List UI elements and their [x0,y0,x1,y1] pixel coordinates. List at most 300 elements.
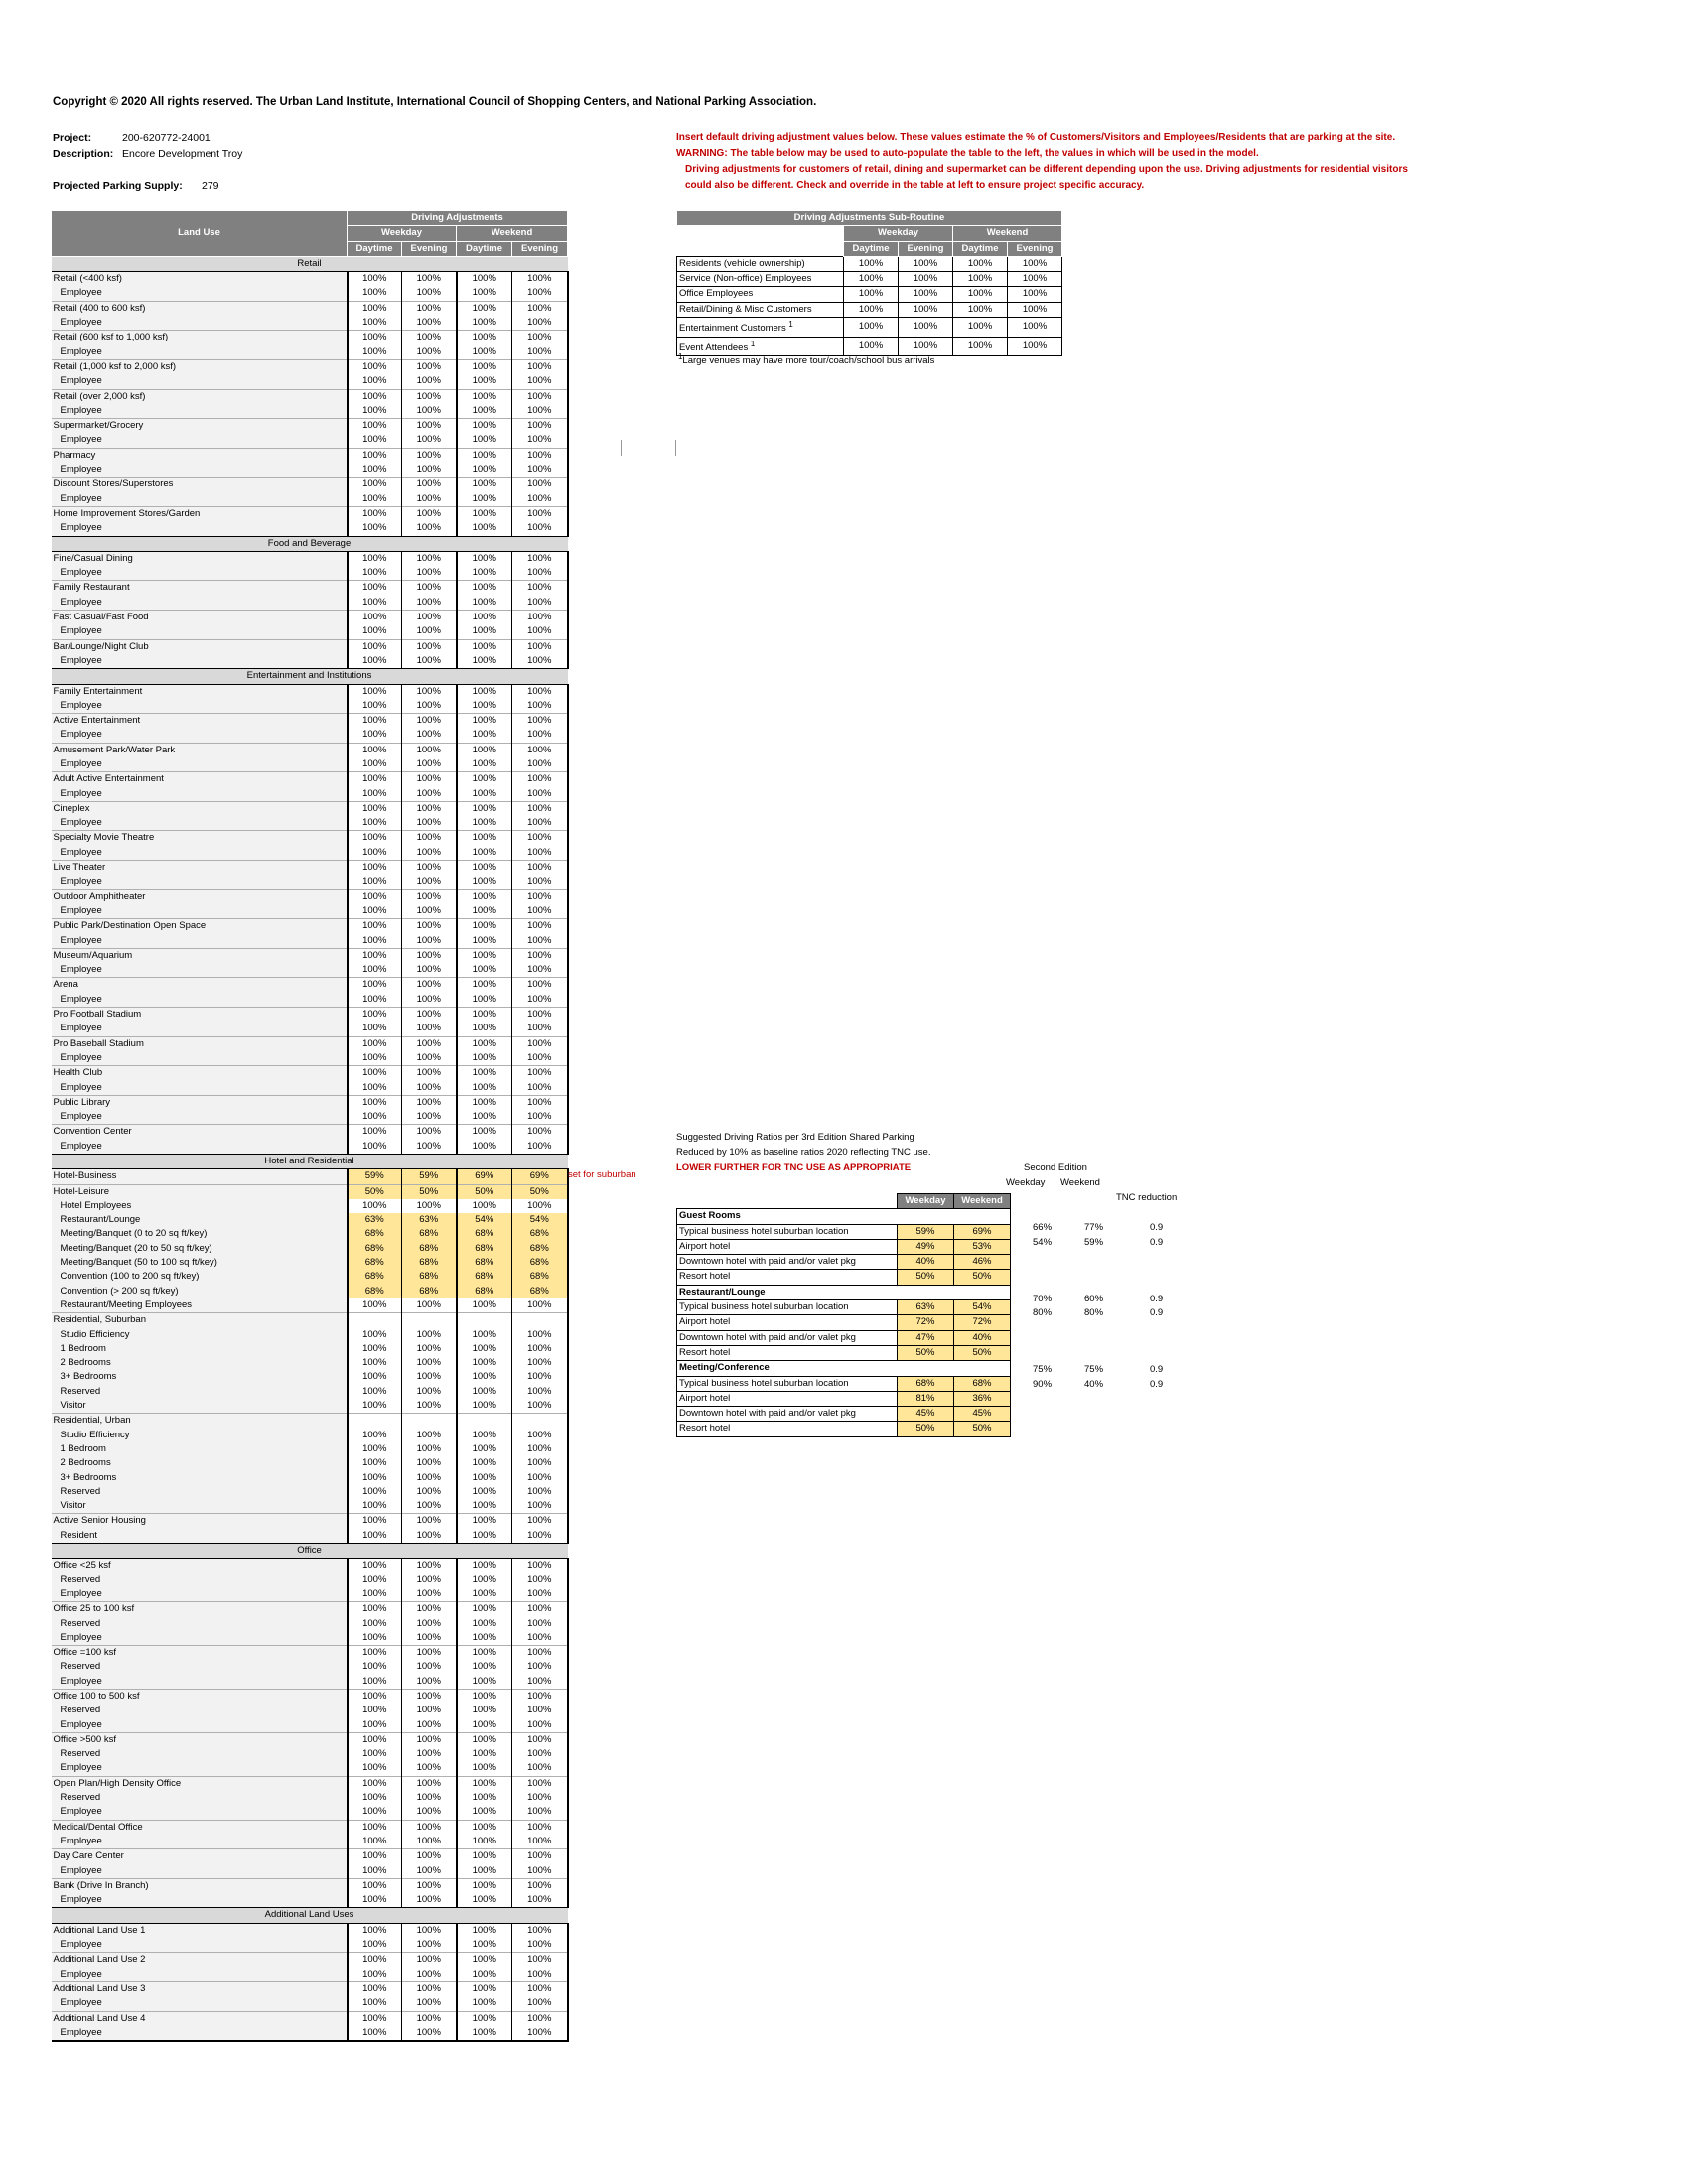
land-use-label: Employee [52,846,348,861]
adjustment-value: 100% [402,1968,457,1982]
adjustment-value: 100% [512,448,568,463]
adjustment-value: 100% [402,419,457,434]
adjustment-value: 100% [457,1066,512,1081]
adjustment-value: 100% [512,728,568,743]
land-use-label: Office 25 to 100 ksf [52,1602,348,1617]
adjustment-value: 100% [402,1761,457,1776]
land-use-label: Employee [52,374,348,389]
adjustment-value: 100% [402,1996,457,2011]
adjustment-value: 100% [348,551,402,566]
land-use-row [52,1227,568,1241]
adjustment-value: 100% [457,1385,512,1399]
adjustment-value: 100% [348,963,402,978]
adjustment-value: 100% [512,1718,568,1733]
ratio-value: 50% [898,1345,954,1360]
ratio-category-row [677,1361,1011,1376]
ratio-label: Resort hotel [677,1422,898,1436]
adjustment-value: 100% [512,1036,568,1051]
adjustment-value: 100% [512,1923,568,1938]
adjustment-value: 100% [402,1442,457,1456]
adjustment-value: 100% [402,374,457,389]
adjustment-value: 100% [348,699,402,714]
land-use-row [52,846,568,861]
adjustment-value: 100% [402,1617,457,1631]
adjustment-value [402,1414,457,1429]
adjustment-value: 100% [348,1008,402,1023]
ratio-row [677,1376,1011,1391]
adjustment-value: 100% [457,1878,512,1893]
land-use-row [52,1242,568,1256]
adjustment-value: 100% [512,404,568,419]
note-line-2: WARNING: The table below may be used to auto-populate the table to the left, the values in which will be used in the model. [676,148,1259,159]
adjustment-value: 100% [348,1066,402,1081]
land-use-row [52,1660,568,1674]
adjustment-value: 100% [457,728,512,743]
adjustment-value: 100% [348,816,402,831]
land-use-label: Studio Efficiency [52,1328,348,1342]
land-use-row [52,596,568,611]
ratio-value: 45% [954,1407,1011,1422]
adjustment-value: 100% [348,1938,402,1953]
sub-routine-value: 100% [899,256,953,271]
land-use-label: Convention (> 200 sq ft/key) [52,1285,348,1298]
adjustment-value: 100% [457,478,512,492]
second-edition-value: 80% [1084,1307,1104,1319]
adjustment-value: 100% [402,889,457,904]
ratio-label: Resort hotel [677,1270,898,1285]
adjustment-value: 100% [512,787,568,802]
land-use-label: Meeting/Banquet (50 to 100 sq ft/key) [52,1256,348,1270]
land-use-header: Land Use [52,211,348,257]
land-use-row [52,1399,568,1414]
adjustment-value: 100% [457,904,512,919]
adjustment-value: 100% [402,1514,457,1529]
land-use-row [52,948,568,963]
adjustment-value: 100% [457,301,512,316]
adjustment-value: 100% [348,359,402,374]
land-use-label: Employee [52,2026,348,2041]
adjustment-value: 100% [457,1529,512,1544]
land-use-label: Hotel-Business [52,1169,348,1184]
land-use-label: Bar/Lounge/Night Club [52,639,348,654]
land-use-row [52,2026,568,2041]
adjustment-value: 100% [348,743,402,757]
land-use-row [52,1313,568,1328]
adjustment-value: 100% [457,1631,512,1646]
adjustment-value: 100% [457,1660,512,1674]
adjustment-value: 100% [402,993,457,1008]
adjustment-value: 100% [457,743,512,757]
land-use-row [52,521,568,536]
ratios-line-3: LOWER FURTHER FOR TNC USE AS APPROPRIATE [676,1162,912,1173]
adjustment-value: 100% [512,492,568,507]
adjustment-value: 100% [512,2011,568,2026]
ratio-label: Downtown hotel with paid and/or valet pkg [677,1407,898,1422]
adjustment-value: 100% [457,1125,512,1140]
land-use-label: Pro Football Stadium [52,1008,348,1023]
adjustment-value: 100% [457,272,512,287]
adjustment-value: 100% [402,1022,457,1036]
section-title: Hotel and Residential [52,1155,568,1169]
sub-routine-value: 100% [899,272,953,287]
sub-routine-label [677,272,844,287]
adjustment-value: 100% [402,1559,457,1573]
adjustment-value: 100% [512,581,568,596]
adjustment-value: 100% [348,757,402,772]
adjustment-value: 100% [457,1456,512,1470]
land-use-row [52,433,568,448]
land-use-row [52,639,568,654]
adjustment-value: 100% [457,1008,512,1023]
land-use-row [52,1732,568,1747]
adjustment-value: 100% [512,831,568,846]
adjustment-value: 100% [402,1689,457,1704]
adjustment-value: 100% [512,1675,568,1690]
adjustment-value: 100% [402,1938,457,1953]
adjustment-value: 100% [348,1022,402,1036]
description-value: Encore Development Troy [122,148,243,160]
tnc-reduction-value: 0.9 [1150,1222,1164,1234]
adjustment-value: 100% [512,639,568,654]
sub-routine-label-text: Office Employees [679,288,754,300]
adjustment-value: 100% [512,1587,568,1602]
ratio-weekend-header: Weekend [954,1194,1011,1209]
ratio-row [677,1330,1011,1345]
land-use-label: Employee [52,1051,348,1066]
adjustment-value: 100% [512,889,568,904]
adjustment-value: 100% [348,1485,402,1499]
land-use-label: Amusement Park/Water Park [52,743,348,757]
adjustment-value: 100% [457,1849,512,1864]
adjustment-value: 100% [348,1140,402,1155]
land-use-label: Office 100 to 500 ksf [52,1689,348,1704]
adjustment-value: 100% [402,1125,457,1140]
adjustment-value: 100% [457,566,512,581]
adjustment-value: 100% [348,1199,402,1213]
land-use-row [52,448,568,463]
adjustment-value: 100% [348,611,402,625]
adjustment-value: 100% [512,1893,568,1908]
adjustment-value: 100% [457,1036,512,1051]
adjustment-value: 100% [457,1646,512,1661]
adjustment-value: 100% [348,993,402,1008]
description-label: Description: [53,148,114,160]
land-use-label: Active Entertainment [52,714,348,729]
land-use-row [52,1805,568,1820]
land-use-row [52,1370,568,1384]
adjustment-value: 100% [457,1953,512,1968]
adjustment-value: 100% [457,1559,512,1573]
ratio-value: 50% [954,1345,1011,1360]
adjustment-value: 100% [348,1429,402,1442]
sub-routine-value: 100% [953,287,1008,302]
land-use-row [52,889,568,904]
land-use-row [52,1761,568,1776]
land-use-label: Additional Land Use 2 [52,1953,348,1968]
supply-line [53,180,219,192]
adjustment-value: 100% [402,684,457,699]
adjustment-value: 100% [457,596,512,611]
adjustment-value: 100% [348,978,402,993]
adjustment-value: 100% [512,1529,568,1544]
land-use-label: Employee [52,433,348,448]
adjustment-value: 100% [512,757,568,772]
land-use-row [52,1864,568,1879]
adjustment-value: 100% [457,978,512,993]
land-use-label: Employee [52,316,348,331]
se-weekend-label: Weekend [1060,1177,1100,1188]
land-use-label: Employee [52,1587,348,1602]
adjustment-value: 100% [457,1471,512,1485]
sub-routine-value: 100% [953,272,1008,287]
ratio-row [677,1270,1011,1285]
land-use-row [52,1631,568,1646]
supply-label: Projected Parking Supply: [53,180,183,192]
tnc-reduction-value: 0.9 [1150,1307,1164,1319]
land-use-row [52,1442,568,1456]
adjustment-value: 100% [402,1718,457,1733]
second-edition-value: 80% [1033,1307,1053,1319]
adjustment-value: 100% [457,1805,512,1820]
adjustment-value: 100% [457,948,512,963]
second-edition-value: 75% [1033,1364,1053,1376]
land-use-row [52,1820,568,1835]
adjustment-value: 100% [512,1996,568,2011]
land-use-label: Open Plan/High Density Office [52,1776,348,1791]
adjustment-value: 100% [512,521,568,536]
adjustment-value: 100% [512,433,568,448]
land-use-label: Discount Stores/Superstores [52,478,348,492]
adjustment-value: 100% [348,419,402,434]
tnc-reduction-value: 0.9 [1150,1378,1164,1390]
adjustment-value: 100% [457,772,512,787]
adjustment-value: 100% [348,624,402,639]
adjustment-value: 100% [512,684,568,699]
adjustment-value: 68% [402,1227,457,1241]
land-use-label: Employee [52,463,348,478]
land-use-row [52,566,568,581]
second-edition-value: 90% [1033,1378,1053,1390]
adjustment-value: 100% [512,624,568,639]
adjustment-value: 100% [457,714,512,729]
adjustment-value: 68% [348,1285,402,1298]
adjustment-value: 100% [457,419,512,434]
land-use-label: Reserved [52,1385,348,1399]
land-use-label: Employee [52,404,348,419]
land-use-label: Live Theater [52,861,348,876]
land-use-row [52,1718,568,1733]
adjustment-value: 100% [512,1761,568,1776]
adjustment-value: 100% [402,492,457,507]
adjustment-value: 100% [512,2026,568,2041]
adjustment-value: 68% [512,1242,568,1256]
land-use-label: 2 Bedrooms [52,1456,348,1470]
adjustment-value: 100% [402,1529,457,1544]
land-use-row [52,978,568,993]
adjustment-value: 54% [512,1213,568,1227]
ratio-category-row [677,1285,1011,1299]
land-use-row [52,1110,568,1125]
adjustment-value: 100% [402,639,457,654]
ratio-value: 50% [898,1270,954,1285]
adjustment-value: 100% [402,1110,457,1125]
adjustment-value: 100% [457,316,512,331]
adjustment-value: 100% [348,1747,402,1761]
land-use-label: Public Library [52,1095,348,1110]
adjustment-value: 100% [402,919,457,934]
second-edition-value: 75% [1084,1364,1104,1376]
adjustment-value: 100% [402,463,457,478]
footnote-text: Large venues may have more tour/coach/school bus arrivals [682,355,935,367]
weekend-evening-header: Evening [512,241,568,256]
adjustment-value: 100% [457,861,512,876]
adjustment-value: 100% [402,1587,457,1602]
adjustment-value: 68% [402,1270,457,1284]
adjustment-value: 100% [457,359,512,374]
land-use-row [52,1689,568,1704]
adjustment-value: 100% [457,345,512,360]
second-edition-value: 59% [1084,1236,1104,1248]
sub-routine-footnote [678,352,934,366]
adjustment-value: 100% [512,1429,568,1442]
land-use-label: Employee [52,787,348,802]
adjustment-value: 100% [457,1095,512,1110]
adjustment-value: 100% [512,816,568,831]
land-use-label: Health Club [52,1066,348,1081]
land-use-row [52,1573,568,1587]
adjustment-value: 100% [512,1938,568,1953]
adjustment-value: 100% [348,1110,402,1125]
adjustment-value: 100% [512,1820,568,1835]
land-use-label: Employee [52,624,348,639]
land-use-row [52,1213,568,1227]
adjustment-value: 100% [457,816,512,831]
land-use-row [52,875,568,889]
land-use-row [52,757,568,772]
footnote-marker: 1 [788,320,793,330]
adjustment-value: 100% [457,1704,512,1717]
adjustment-value: 100% [348,286,402,301]
land-use-row [52,286,568,301]
sub-weekday-daytime-header: Daytime [844,241,899,256]
section-title: Food and Beverage [52,536,568,551]
adjustment-value: 100% [512,714,568,729]
land-use-label: Employee [52,757,348,772]
ratio-value: 40% [954,1330,1011,1345]
land-use-label: Visitor [52,1399,348,1414]
adjustment-value: 68% [457,1256,512,1270]
adjustment-value: 100% [402,1791,457,1805]
adjustment-value: 100% [512,1732,568,1747]
land-use-label: Employee [52,993,348,1008]
land-use-row [52,1125,568,1140]
land-use-label: Employee [52,1996,348,2011]
adjustment-value: 100% [512,1864,568,1879]
adjustment-value: 63% [348,1213,402,1227]
land-use-row [52,1328,568,1342]
adjustment-value: 100% [402,1328,457,1342]
adjustment-value: 100% [348,1370,402,1384]
adjustment-value: 100% [402,1732,457,1747]
sub-routine-value: 100% [844,302,899,317]
land-use-label: Employee [52,1893,348,1908]
adjustment-value: 100% [457,1732,512,1747]
adjustment-value: 100% [348,1805,402,1820]
land-use-row [52,551,568,566]
land-use-row [52,374,568,389]
adjustment-value: 100% [348,301,402,316]
land-use-label: Reserved [52,1617,348,1631]
land-use-row [52,1036,568,1051]
project-value: 200-620772-24001 [122,132,211,144]
adjustment-value: 100% [457,1298,512,1313]
adjustment-value: 100% [348,1761,402,1776]
adjustment-value: 100% [402,1953,457,1968]
adjustment-value: 100% [512,301,568,316]
adjustment-value: 100% [457,1689,512,1704]
adjustment-value: 100% [348,1573,402,1587]
ratio-value: 49% [898,1239,954,1254]
adjustment-value: 68% [512,1285,568,1298]
adjustment-value: 100% [348,684,402,699]
adjustment-value: 100% [457,389,512,404]
adjustment-value: 69% [457,1169,512,1184]
land-use-row [52,1429,568,1442]
ratio-row [677,1345,1011,1360]
adjustment-value: 100% [348,654,402,669]
land-use-row [52,816,568,831]
adjustment-value: 63% [402,1213,457,1227]
adjustment-value: 68% [348,1242,402,1256]
adjustment-value: 100% [512,419,568,434]
adjustment-value: 100% [348,772,402,787]
land-use-label: Employee [52,1022,348,1036]
land-use-label: Additional Land Use 4 [52,2011,348,2026]
sub-routine-value: 100% [1008,272,1062,287]
adjustment-value: 100% [402,846,457,861]
land-use-row [52,1675,568,1690]
adjustment-value: 100% [457,993,512,1008]
adjustment-value: 100% [402,404,457,419]
ratio-row [677,1391,1011,1406]
land-use-label: Public Park/Destination Open Space [52,919,348,934]
adjustment-value: 100% [402,1776,457,1791]
adjustment-value: 100% [402,1399,457,1414]
adjustment-value: 100% [512,463,568,478]
adjustment-value: 68% [402,1285,457,1298]
adjustment-value: 100% [402,1573,457,1587]
ratio-value: 72% [954,1315,1011,1330]
adjustment-value: 100% [402,963,457,978]
adjustment-value: 68% [512,1270,568,1284]
land-use-row [52,654,568,669]
adjustment-value: 100% [402,566,457,581]
adjustment-value: 100% [512,478,568,492]
ratio-value: 50% [898,1422,954,1436]
adjustment-value: 100% [512,1602,568,1617]
land-use-label: Retail (600 ksf to 1,000 ksf) [52,331,348,345]
sub-routine-value: 100% [1008,287,1062,302]
weekend-header: Weekend [457,226,568,241]
land-use-row [52,787,568,802]
land-use-label: Reserved [52,1485,348,1499]
land-use-label: Employee [52,492,348,507]
adjustment-value: 100% [348,787,402,802]
land-use-label: Specialty Movie Theatre [52,831,348,846]
note-line-3: Driving adjustments for customers of retail, dining and supermarket can be different depending upon the use. Driving adjustments for residential visitors [685,164,1408,175]
adjustment-value: 100% [348,272,402,287]
land-use-label: Employee [52,1718,348,1733]
